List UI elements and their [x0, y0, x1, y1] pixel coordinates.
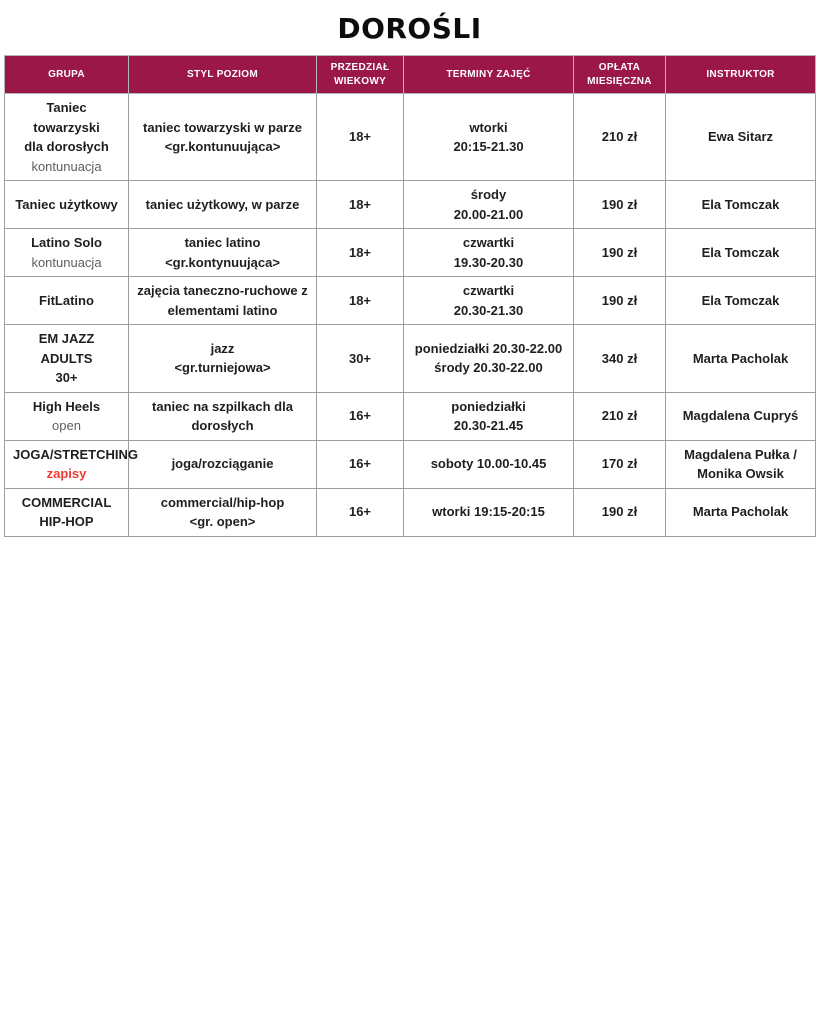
cell-line: taniec latino [184, 235, 261, 250]
cell-line: kontunuacja [31, 158, 102, 174]
cell-grupa [5, 392, 129, 440]
cell-terminy [404, 325, 574, 393]
table-row [5, 488, 816, 536]
cell-line: Marta Pacholak [692, 350, 789, 366]
cell-terminy [404, 277, 574, 325]
column-header-styl: STYL POZIOM [129, 56, 317, 94]
cell-instruktor [666, 488, 816, 536]
cell-line: 190 zł [601, 196, 638, 212]
cell-oplata [574, 488, 666, 536]
cell-line: Monika Owsik [697, 466, 784, 481]
page-title: DOROŚLI [337, 12, 482, 45]
cell-line: taniec towarzyski w parze [143, 119, 302, 135]
cell-wiek [317, 277, 404, 325]
cell-line: 210 zł [601, 129, 638, 145]
cell-wiek [317, 440, 404, 488]
cell-styl [129, 229, 317, 277]
cell-line: COMMERCIAL [21, 494, 112, 510]
cell-instruktor [666, 392, 816, 440]
table-body [5, 94, 816, 537]
cell-line: 16+ [348, 408, 372, 424]
cell-line: dla dorosłych [24, 139, 109, 154]
cell-line: Ela Tomczak [701, 244, 780, 260]
cell-wiek [317, 181, 404, 229]
cell-wiek [317, 325, 404, 393]
cell-line: open [52, 418, 81, 433]
cell-line: FitLatino [39, 292, 94, 308]
cell-terminy [404, 488, 574, 536]
column-header-instruktor: INSTRUKTOR [666, 56, 816, 94]
table-header [5, 56, 816, 94]
cell-line: elementami latino [167, 302, 278, 318]
cell-oplata [574, 94, 666, 181]
cell-line: kontunuacja [31, 254, 102, 270]
cell-line: EM JAZZ ADULTS [38, 331, 95, 366]
cell-terminy [404, 94, 574, 181]
cell-oplata [574, 440, 666, 488]
cell-line: <gr.kontynuująca> [165, 254, 280, 270]
cell-line: 19.30-20.30 [453, 254, 524, 270]
cell-line: 190 zł [601, 292, 638, 308]
cell-line: High Heels [32, 398, 101, 414]
table-row [5, 325, 816, 393]
cell-oplata [574, 181, 666, 229]
cell-oplata [574, 325, 666, 393]
cell-line: 20.30-21.30 [453, 302, 524, 318]
cell-line: 340 zł [601, 350, 638, 366]
cell-styl [129, 440, 317, 488]
cell-wiek [317, 229, 404, 277]
cell-line: jazz [210, 340, 235, 356]
table-row [5, 440, 816, 488]
schedule-table [4, 55, 816, 537]
cell-wiek [317, 94, 404, 181]
cell-grupa [5, 94, 129, 181]
cell-line: taniec użytkowy, w parze [145, 196, 300, 212]
cell-line: commercial/hip-hop [160, 494, 285, 510]
column-header-oplata: OPŁATA MIESIĘCZNA [574, 56, 666, 94]
cell-line: Ewa Sitarz [707, 129, 774, 145]
cell-line: 30+ [55, 370, 78, 385]
cell-oplata [574, 392, 666, 440]
cell-grupa [5, 440, 138, 488]
cell-grupa [5, 325, 129, 393]
cell-oplata [574, 229, 666, 277]
cell-terminy [404, 229, 574, 277]
cell-styl [129, 325, 317, 393]
cell-line: Taniec użytkowy [15, 196, 118, 212]
cell-line: 190 zł [601, 244, 638, 260]
cell-line: 20:15-21.30 [453, 139, 524, 154]
cell-line: środy [470, 187, 507, 202]
cell-styl [129, 488, 317, 536]
cell-line: Magdalena Pułka / [684, 446, 797, 462]
cell-line: 18+ [348, 292, 372, 308]
table-row [5, 94, 816, 181]
cell-line: joga/rozciąganie [171, 456, 274, 472]
cell-line: 16+ [348, 456, 372, 472]
cell-terminy [404, 392, 574, 440]
cell-line: Marta Pacholak [692, 504, 789, 520]
cell-line: Taniec towarzyski [33, 100, 100, 135]
column-header-grupa: GRUPA [5, 56, 129, 94]
cell-oplata [574, 277, 666, 325]
cell-terminy [404, 440, 574, 488]
cell-line: 18+ [348, 196, 372, 212]
cell-instruktor [666, 94, 816, 181]
cell-line: <gr.turniejowa> [174, 360, 271, 376]
cell-line: 210 zł [601, 408, 638, 424]
cell-line: Latino Solo [31, 235, 102, 250]
cell-line: <gr.kontunuująca> [164, 139, 281, 154]
cell-line: 16+ [348, 504, 372, 520]
cell-line: <gr. open> [189, 514, 256, 529]
table-row [5, 229, 816, 277]
cell-line: 30+ [348, 350, 372, 366]
cell-line: 20.30-21.45 [453, 418, 524, 433]
cell-wiek [317, 392, 404, 440]
cell-line: wtorki 19:15-20:15 [432, 504, 545, 520]
cell-instruktor [666, 277, 816, 325]
cell-line: poniedziałki [451, 398, 526, 414]
column-header-wiek: PRZEDZIAŁ WIEKOWY [317, 56, 404, 94]
table-row [5, 392, 816, 440]
cell-line: środy 20.30-22.00 [434, 360, 543, 376]
table-row [5, 181, 816, 229]
cell-styl [129, 94, 317, 181]
cell-line: taniec na szpilkach dla [152, 398, 293, 414]
cell-terminy [404, 181, 574, 229]
cell-styl [129, 277, 317, 325]
cell-line: zapisy [46, 466, 87, 481]
cell-grupa [5, 181, 129, 229]
cell-line: 190 zł [601, 504, 638, 520]
cell-grupa [5, 488, 129, 536]
cell-line: wtorki [469, 119, 508, 135]
cell-instruktor [666, 181, 816, 229]
cell-styl [129, 392, 317, 440]
cell-line: Ela Tomczak [701, 196, 780, 212]
cell-grupa [5, 277, 129, 325]
cell-line: 20.00-21.00 [453, 206, 524, 222]
cell-wiek [317, 488, 404, 536]
cell-line: Ela Tomczak [701, 292, 780, 308]
cell-styl [129, 181, 317, 229]
cell-instruktor [666, 325, 816, 393]
table-row [5, 277, 816, 325]
cell-instruktor [666, 229, 816, 277]
cell-line: 170 zł [601, 456, 638, 472]
cell-grupa [5, 229, 129, 277]
cell-line: dorosłych [191, 418, 254, 433]
column-header-terminy: TERMINY ZAJĘĆ [404, 56, 574, 94]
cell-line: 18+ [348, 244, 372, 260]
cell-line: soboty 10.00-10.45 [430, 456, 547, 472]
cell-line: Magdalena Cupryś [682, 408, 799, 424]
cell-line: czwartki [462, 283, 515, 298]
cell-instruktor [666, 440, 816, 488]
header-row [5, 56, 816, 94]
cell-line: zajęcia taneczno-ruchowe z [137, 283, 308, 298]
cell-line: czwartki [462, 235, 515, 250]
cell-line: poniedziałki 20.30-22.00 [414, 340, 563, 356]
cell-line: JOGA/STRETCHING [13, 446, 138, 462]
cell-line: HIP-HOP [39, 514, 94, 529]
cell-line: 18+ [348, 129, 372, 145]
